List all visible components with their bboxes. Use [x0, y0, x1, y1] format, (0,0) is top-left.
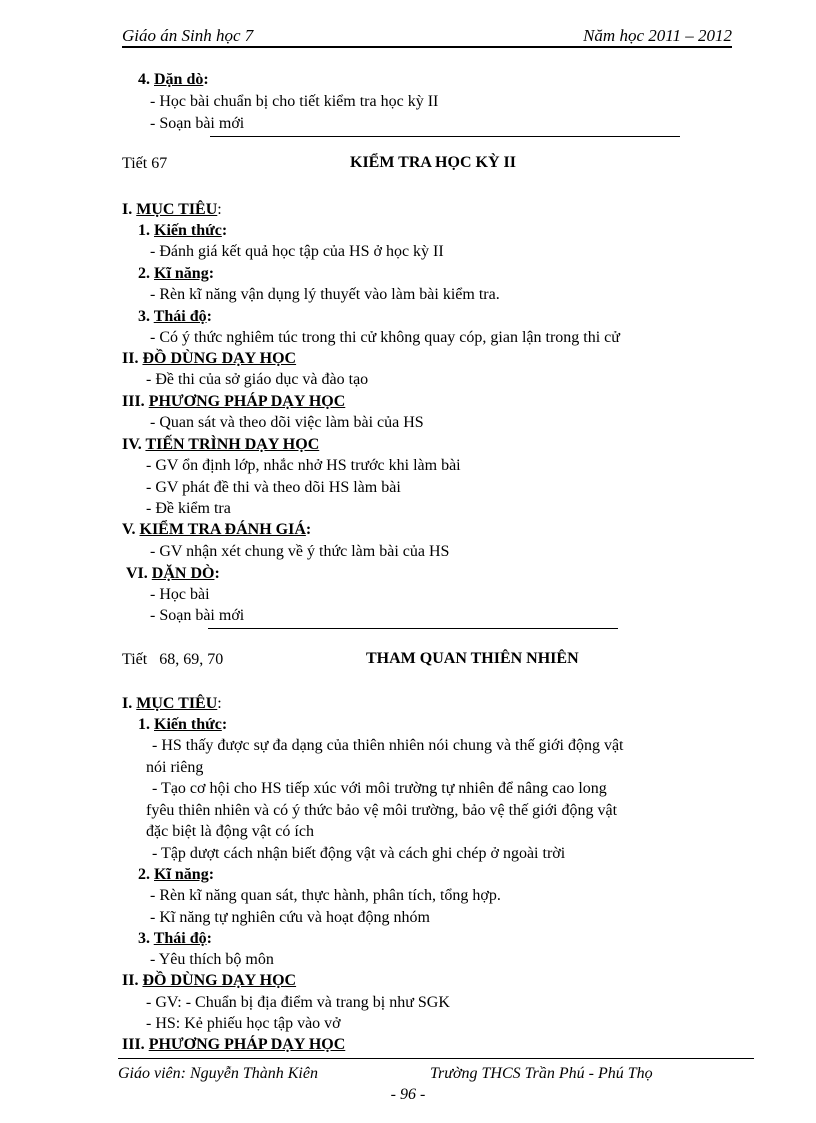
do-dung-heading: II. ĐỒ DÙNG DẠY HỌC	[122, 350, 297, 367]
lesson67-title: KIỂM TRA HỌC KỲ II	[350, 154, 516, 171]
page-header	[122, 24, 732, 48]
phuong-phap-heading: III. PHƯƠNG PHÁP DẠY HỌC	[122, 1036, 346, 1053]
kien-thuc-heading: 1. Kiến thức:	[138, 716, 228, 733]
dando-item: - Soạn bài mới	[150, 115, 245, 132]
lesson67-label: Tiết 67	[122, 155, 168, 172]
kien-thuc-line: - Tập dượt cách nhận biết động vật và cách ghi chép ở ngoài trời	[152, 845, 566, 862]
do-dung-item: - GV: - Chuẩn bị địa điểm và trang bị như SGK	[146, 994, 450, 1011]
section-divider	[210, 136, 680, 137]
phuong-phap-item: - Quan sát và theo dõi việc làm bài của HS	[150, 414, 424, 431]
dan-do-item: - Học bài	[150, 586, 210, 603]
do-dung-item: - Đề thi của sở giáo dục và đào tạo	[146, 371, 369, 388]
kien-thuc-line: - Tạo cơ hội cho HS tiếp xúc với môi trường tự nhiên để nâng cao long	[152, 780, 607, 797]
dando-item: - Học bài chuẩn bị cho tiết kiểm tra học kỳ II	[150, 93, 439, 110]
ki-nang-heading: 2. Kĩ năng:	[138, 866, 215, 883]
tien-trinh-item: - GV ổn định lớp, nhắc nhở HS trước khi làm bài	[146, 457, 461, 474]
muc-tieu-heading: I. MỤC TIÊU:	[122, 695, 222, 712]
thai-do-heading: 3. Thái độ:	[138, 930, 212, 947]
page-footer	[118, 1058, 754, 1082]
thai-do-item: - Yêu thích bộ môn	[150, 951, 274, 968]
do-dung-heading: II. ĐỒ DÙNG DẠY HỌC	[122, 972, 297, 989]
section-divider	[208, 628, 618, 629]
kien-thuc-line: - HS thấy được sự đa dạng của thiên nhiên nói chung và thế giới động vật	[152, 737, 624, 754]
footer-teacher: Giáo viên: Nguyễn Thành Kiên	[118, 1065, 318, 1082]
kiem-tra-item: - GV nhận xét chung về ý thức làm bài của HS	[150, 543, 450, 560]
do-dung-item: - HS: Kẻ phiếu học tập vào vở	[146, 1015, 341, 1032]
kien-thuc-line: fyêu thiên nhiên và có ý thức bảo vệ môi trường, bảo vệ thế giới động vật	[146, 802, 618, 819]
header-school-year: Năm học 2011 – 2012	[583, 26, 732, 45]
page-number: - 96 -	[390, 1086, 426, 1103]
tien-trinh-item: - Đề kiểm tra	[146, 500, 231, 517]
dando-heading: 4. Dặn dò:	[138, 71, 209, 88]
muc-tieu-heading: I. MỤC TIÊU:	[122, 201, 222, 218]
kiem-tra-heading: V. KIỂM TRA ĐÁNH GIÁ:	[122, 521, 312, 538]
dan-do-heading: VI. DẶN DÒ:	[126, 565, 220, 582]
kien-thuc-item: - Đánh giá kết quả học tập của HS ở học kỳ II	[150, 243, 444, 260]
header-subject: Giáo án Sinh học 7	[122, 26, 254, 45]
ki-nang-item: - Rèn kĩ năng vận dụng lý thuyết vào làm bài kiểm tra.	[150, 286, 500, 303]
phuong-phap-heading: III. PHƯƠNG PHÁP DẠY HỌC	[122, 393, 346, 410]
ki-nang-heading: 2. Kĩ năng:	[138, 265, 215, 282]
kien-thuc-heading: 1. Kiến thức:	[138, 222, 228, 239]
ki-nang-item: - Rèn kĩ năng quan sát, thực hành, phân tích, tổng hợp.	[150, 887, 501, 904]
lesson68-title: THAM QUAN THIÊN NHIÊN	[366, 650, 579, 667]
lesson68-label: Tiết 68, 69, 70	[122, 651, 224, 668]
dan-do-item: - Soạn bài mới	[150, 607, 245, 624]
thai-do-heading: 3. Thái độ:	[138, 308, 212, 325]
kien-thuc-line: đặc biệt là động vật có ích	[146, 823, 314, 840]
thai-do-item: - Có ý thức nghiêm túc trong thi cử không quay cóp, gian lận trong thi cử	[150, 329, 620, 346]
tien-trinh-heading: IV. TIẾN TRÌNH DẠY HỌC	[122, 436, 320, 453]
ki-nang-item: - Kĩ năng tự nghiên cứu và hoạt động nhóm	[150, 909, 430, 926]
tien-trinh-item: - GV phát đề thi và theo dõi HS làm bài	[146, 479, 401, 496]
footer-school: Trường THCS Trần Phú - Phú Thọ	[430, 1065, 653, 1082]
kien-thuc-line: nói riêng	[146, 759, 204, 776]
